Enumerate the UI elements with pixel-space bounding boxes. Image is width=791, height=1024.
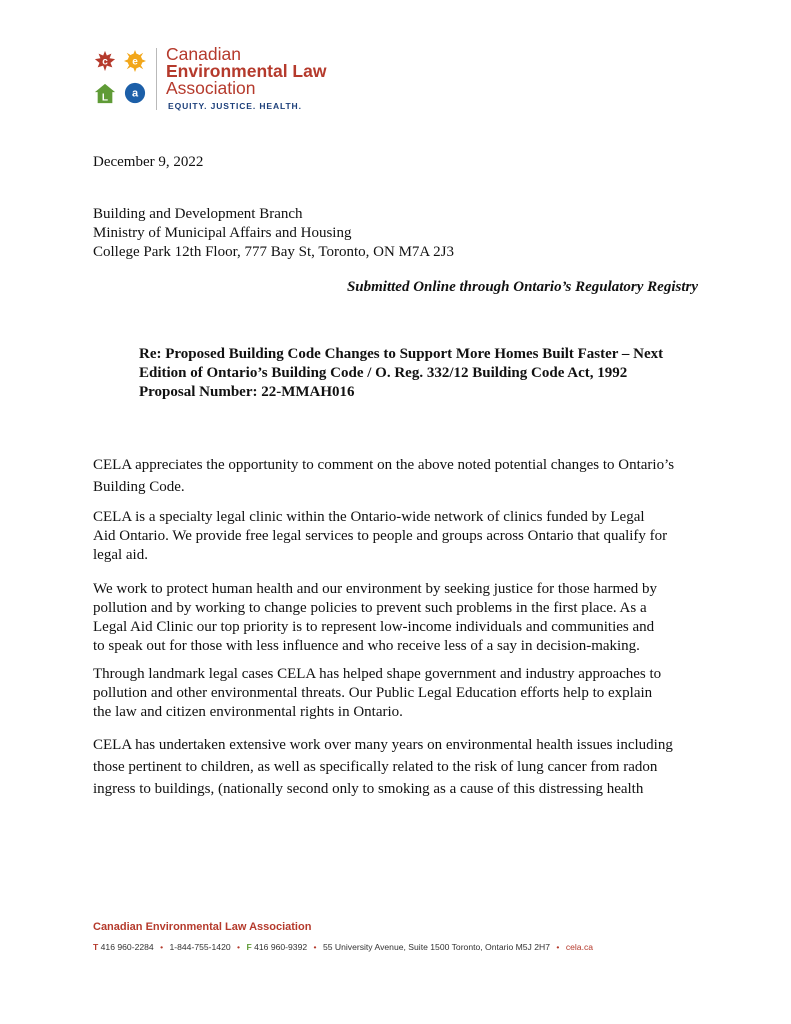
paragraph-line: Legal Aid Clinic our top priority is to represent low-income individuals and communities and [93,619,655,635]
svg-text:c: c [102,56,108,68]
recipient-address [93,205,454,262]
footer-address: 55 University Avenue, Suite 1500 Toronto, Ontario M5J 2H7 [322,942,551,952]
recipient-line3: College Park 12th Floor, 777 Bay St, Toronto, ON M7A 2J3 [93,244,454,260]
paragraph-line: We work to protect human health and our environment by seeking justice for those harmed by [93,581,658,597]
paragraph-line: CELA is a specialty legal clinic within the Ontario-wide network of clinics funded by Legal [93,509,645,525]
svg-text:e: e [132,56,138,68]
fax-label: F [246,942,252,952]
cela-logo [92,46,352,114]
maple-leaf-c-icon [94,50,116,72]
footer-toll-free: 1-844-755-1420 [169,942,231,952]
logo-divider [156,48,157,110]
logo-org-name [166,46,326,97]
letter-date: December 9, 2022 [93,154,204,170]
footer-fax: 416 960-9392 [254,942,308,952]
paragraph-line: legal aid. [93,547,148,563]
svg-text:a: a [131,87,139,100]
bullet-separator: • [556,942,560,952]
subject-line-2: Edition of Ontario’s Building Code / O. Reg. 332/12 Building Code Act, 1992 [139,365,628,381]
body-paragraph-2 [93,508,703,565]
recipient-line2: Ministry of Municipal Affairs and Housing [93,225,352,241]
circle-a-icon [124,82,146,104]
body-paragraph-1 [93,456,703,497]
phone-label: T [93,942,99,952]
logo-tagline: EQUITY. JUSTICE. HEALTH. [168,101,302,111]
recipient-line1: Building and Development Branch [93,206,303,222]
body-paragraph-5 [93,736,703,799]
paragraph-line: pollution and by working to change policies to prevent such problems in the first place. As a [93,600,647,616]
paragraph-line: CELA has undertaken extensive work over many years on environmental health issues including [93,737,673,753]
submission-note: Submitted Online through Ontario’s Regulatory Registry [346,279,698,295]
paragraph-line: those pertinent to children, as well as specifically related to the risk of lung cancer from radon [93,759,658,775]
paragraph-line: to speak out for those with less influence and who receive less of a say in decision-making. [93,638,640,654]
bullet-separator: • [237,942,241,952]
body-paragraph-3 [93,580,703,656]
paragraph-line: ingress to buildings, (nationally second only to smoking as a cause of this distressing health [93,781,644,797]
subject-line-3: Proposal Number: 22-MMAH016 [139,384,355,400]
footer-contact-line [93,942,593,952]
paragraph-line: the law and citizen environmental rights in Ontario. [93,704,403,720]
paragraph-line: pollution and other environmental threats. Our Public Legal Education efforts help to explain [93,685,653,701]
svg-text:L: L [101,92,109,104]
paragraph-line: Aid Ontario. We provide free legal services to people and groups across Ontario that qualify for [93,528,668,544]
body-paragraph-4 [93,665,703,722]
bullet-separator: • [313,942,317,952]
subject-line-1: Re: Proposed Building Code Changes to Support More Homes Built Faster – Next [139,346,664,362]
footer-website-link[interactable]: cela.ca [565,942,594,952]
sun-e-icon [124,50,146,72]
footer-org-name: Canadian Environmental Law Association [93,921,312,933]
logo-org-name-line1: Canadian [166,44,241,64]
logo-org-name-line3: Association [166,78,256,98]
bullet-separator: • [160,942,164,952]
footer-phone: 416 960-2284 [100,942,154,952]
subject-line [139,345,663,402]
paragraph-line: Through landmark legal cases CELA has helped shape government and industry approaches to [93,666,662,682]
house-l-icon [94,82,116,104]
logo-org-name-line2: Environmental Law [166,61,327,81]
paragraph-line: Building Code. [93,479,185,495]
paragraph-line: CELA appreciates the opportunity to comment on the above noted potential changes to Ontario’s [93,457,675,473]
